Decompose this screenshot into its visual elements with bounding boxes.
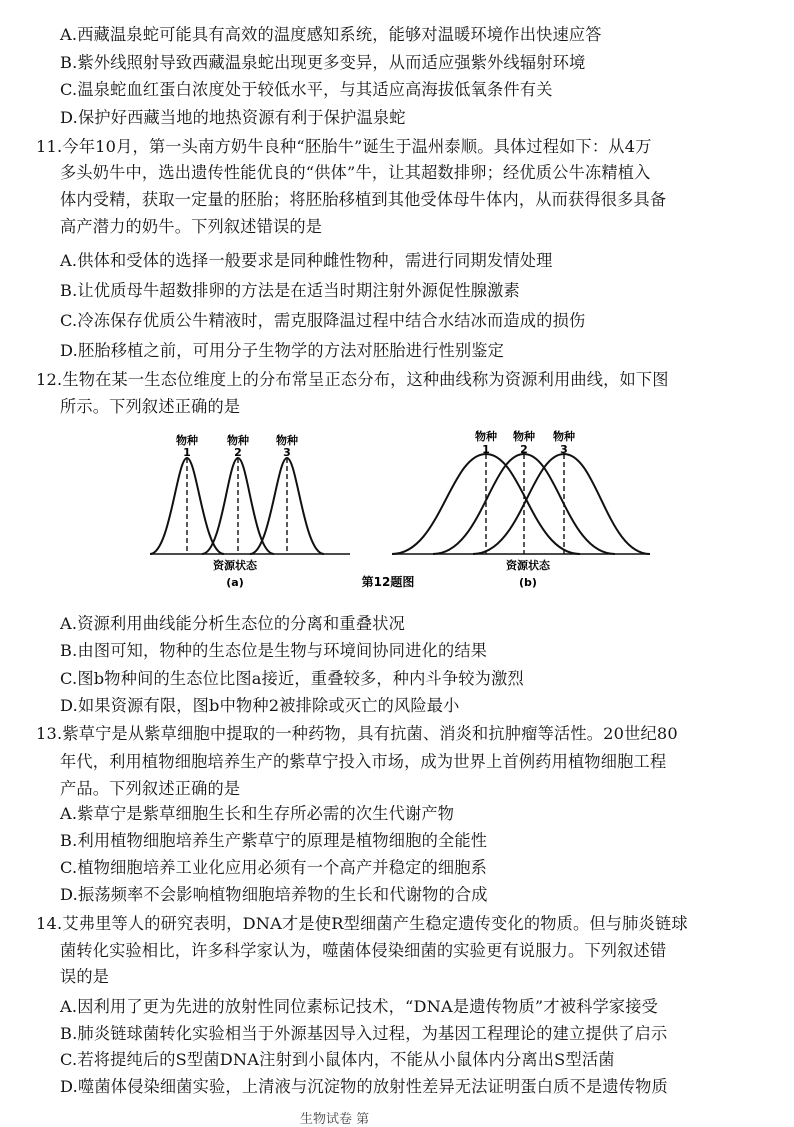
q13-stem-line-1: 13.紫草宁是从紫草细胞中提取的一种药物，具有抗菌、消炎和抗肿瘤等活性。20世纪80 — [36, 724, 678, 743]
q13-option-b: B.利用植物细胞培养生产紫草宁的原理是植物细胞的全能性 — [60, 831, 488, 850]
q10-option-a: A.西藏温泉蛇可能具有高效的温度感知系统，能够对温暖环境作出快速应答 — [60, 25, 602, 44]
panel-a-species-label-1: 物种 — [176, 434, 198, 447]
panel-a-label: (a) — [226, 576, 244, 589]
figure-caption: 第12题图 — [361, 575, 415, 589]
panel-b-species-number-1: 1 — [482, 443, 490, 456]
q14-stem-line-3: 误的是 — [60, 967, 110, 986]
panel-b-species-number-2: 2 — [520, 443, 528, 456]
q13-option-c: C.植物细胞培养工业化应用必须有一个高产并稳定的细胞系 — [60, 858, 488, 877]
q13-option-a: A.紫草宁是紫草细胞生长和生存所必需的次生代谢产物 — [60, 804, 455, 823]
panel-b-species-number-3: 3 — [560, 443, 568, 456]
panel-b-species-label-2: 物种 — [513, 430, 535, 443]
q12-stem-line-1: 12.生物在某一生态位维度上的分布常呈正态分布，这种曲线称为资源利用曲线，如下图 — [36, 370, 669, 389]
q11-option-a: A.供体和受体的选择一般要求是同种雌性物种，需进行同期发情处理 — [60, 251, 553, 270]
q14-option-a: A.因利用了更为先进的放射性同位素标记技术，“DNA是遗传物质”才被科学家接受 — [60, 997, 659, 1016]
q14-stem-line-1: 14.艾弗里等人的研究表明，DNA才是使R型细菌产生稳定遗传变化的物质。但与肺炎链球 — [36, 914, 688, 933]
q11-stem-line-1: 11.今年10月，第一头南方奶牛良种“胚胎牛”诞生于温州泰顺。具体过程如下：从4万 — [36, 137, 652, 156]
panel-b-x-label: 资源状态 — [506, 559, 550, 572]
q10-option-c: C.温泉蛇血红蛋白浓度处于较低水平，与其适应高海拔低氧条件有关 — [60, 80, 553, 99]
q11-stem-line-3: 体内受精，获取一定量的胚胎；将胚胎移植到其他受体母牛体内，从而获得很多具备 — [60, 190, 667, 209]
q12-option-c: C.图b物种间的生态位比图a接近，重叠较多，种内斗争较为激烈 — [60, 669, 524, 688]
q11-stem-line-4: 高产潜力的奶牛。下列叙述错误的是 — [60, 217, 323, 236]
q13-stem-line-3: 产品。下列叙述正确的是 — [60, 779, 241, 798]
q11-option-d: D.胚胎移植之前，可用分子生物学的方法对胚胎进行性别鉴定 — [60, 341, 505, 360]
panel-b-species-label-1: 物种 — [475, 430, 497, 443]
page-footer: 生物试卷 第 — [300, 1112, 370, 1127]
panel-b — [392, 429, 650, 589]
q12-figure — [130, 428, 690, 610]
panel-b-curve-3 — [473, 454, 650, 554]
panel-a-species-number-1: 1 — [183, 446, 191, 459]
q12-option-d: D.如果资源有限，图b中物种2被排除或灭亡的风险最小 — [60, 696, 460, 715]
panel-a — [150, 433, 350, 589]
panel-b-species-label-3: 物种 — [553, 430, 575, 443]
q12-option-b: B.由图可知，物种的生态位是生物与环境间协同进化的结果 — [60, 641, 488, 660]
q14-stem-line-2: 菌转化实验相比，许多科学家认为，噬菌体侵染细菌的实验更有说服力。下列叙述错 — [60, 941, 667, 960]
panel-a-species-number-3: 3 — [283, 446, 291, 459]
q14-option-c: C.若将提纯后的S型菌DNA注射到小鼠体内，不能从小鼠体内分离出S型活菌 — [60, 1050, 615, 1069]
q14-option-b: B.肺炎链球菌转化实验相当于外源基因导入过程，为基因工程理论的建立提供了启示 — [60, 1024, 668, 1043]
q10-option-d: D.保护好西藏当地的地热资源有利于保护温泉蛇 — [60, 108, 406, 127]
q10-option-b: B.紫外线照射导致西藏温泉蛇出现更多变异，从而适应强紫外线辐射环境 — [60, 53, 586, 72]
q13-stem-line-2: 年代，利用植物细胞培养生产的紫草宁投入市场，成为世界上首例药用植物细胞工程 — [60, 752, 667, 771]
q11-option-b: B.让优质母牛超数排卵的方法是在适当时期注射外源促性腺激素 — [60, 281, 520, 300]
panel-a-x-label: 资源状态 — [213, 559, 257, 572]
q11-stem-line-2: 多头奶牛中，选出遗传性能优良的“供体”牛，让其超数排卵；经优质公牛冻精植入 — [60, 163, 651, 182]
q13-option-d: D.振荡频率不会影响植物细胞培养物的生长和代谢物的合成 — [60, 885, 488, 904]
q14-option-d: D.噬菌体侵染细菌实验，上清液与沉淀物的放射性差异无法证明蛋白质不是遗传物质 — [60, 1077, 668, 1096]
q11-option-c: C.冷冻保存优质公牛精液时，需克服降温过程中结合水结冰而造成的损伤 — [60, 311, 586, 330]
panel-b-label: (b) — [519, 576, 537, 589]
panel-a-species-number-2: 2 — [234, 446, 242, 459]
q12-option-a: A.资源利用曲线能分析生态位的分离和重叠状况 — [60, 614, 405, 633]
panel-a-species-label-2: 物种 — [227, 434, 249, 447]
q12-stem-line-2: 所示。下列叙述正确的是 — [60, 397, 241, 416]
panel-a-species-label-3: 物种 — [276, 434, 298, 447]
